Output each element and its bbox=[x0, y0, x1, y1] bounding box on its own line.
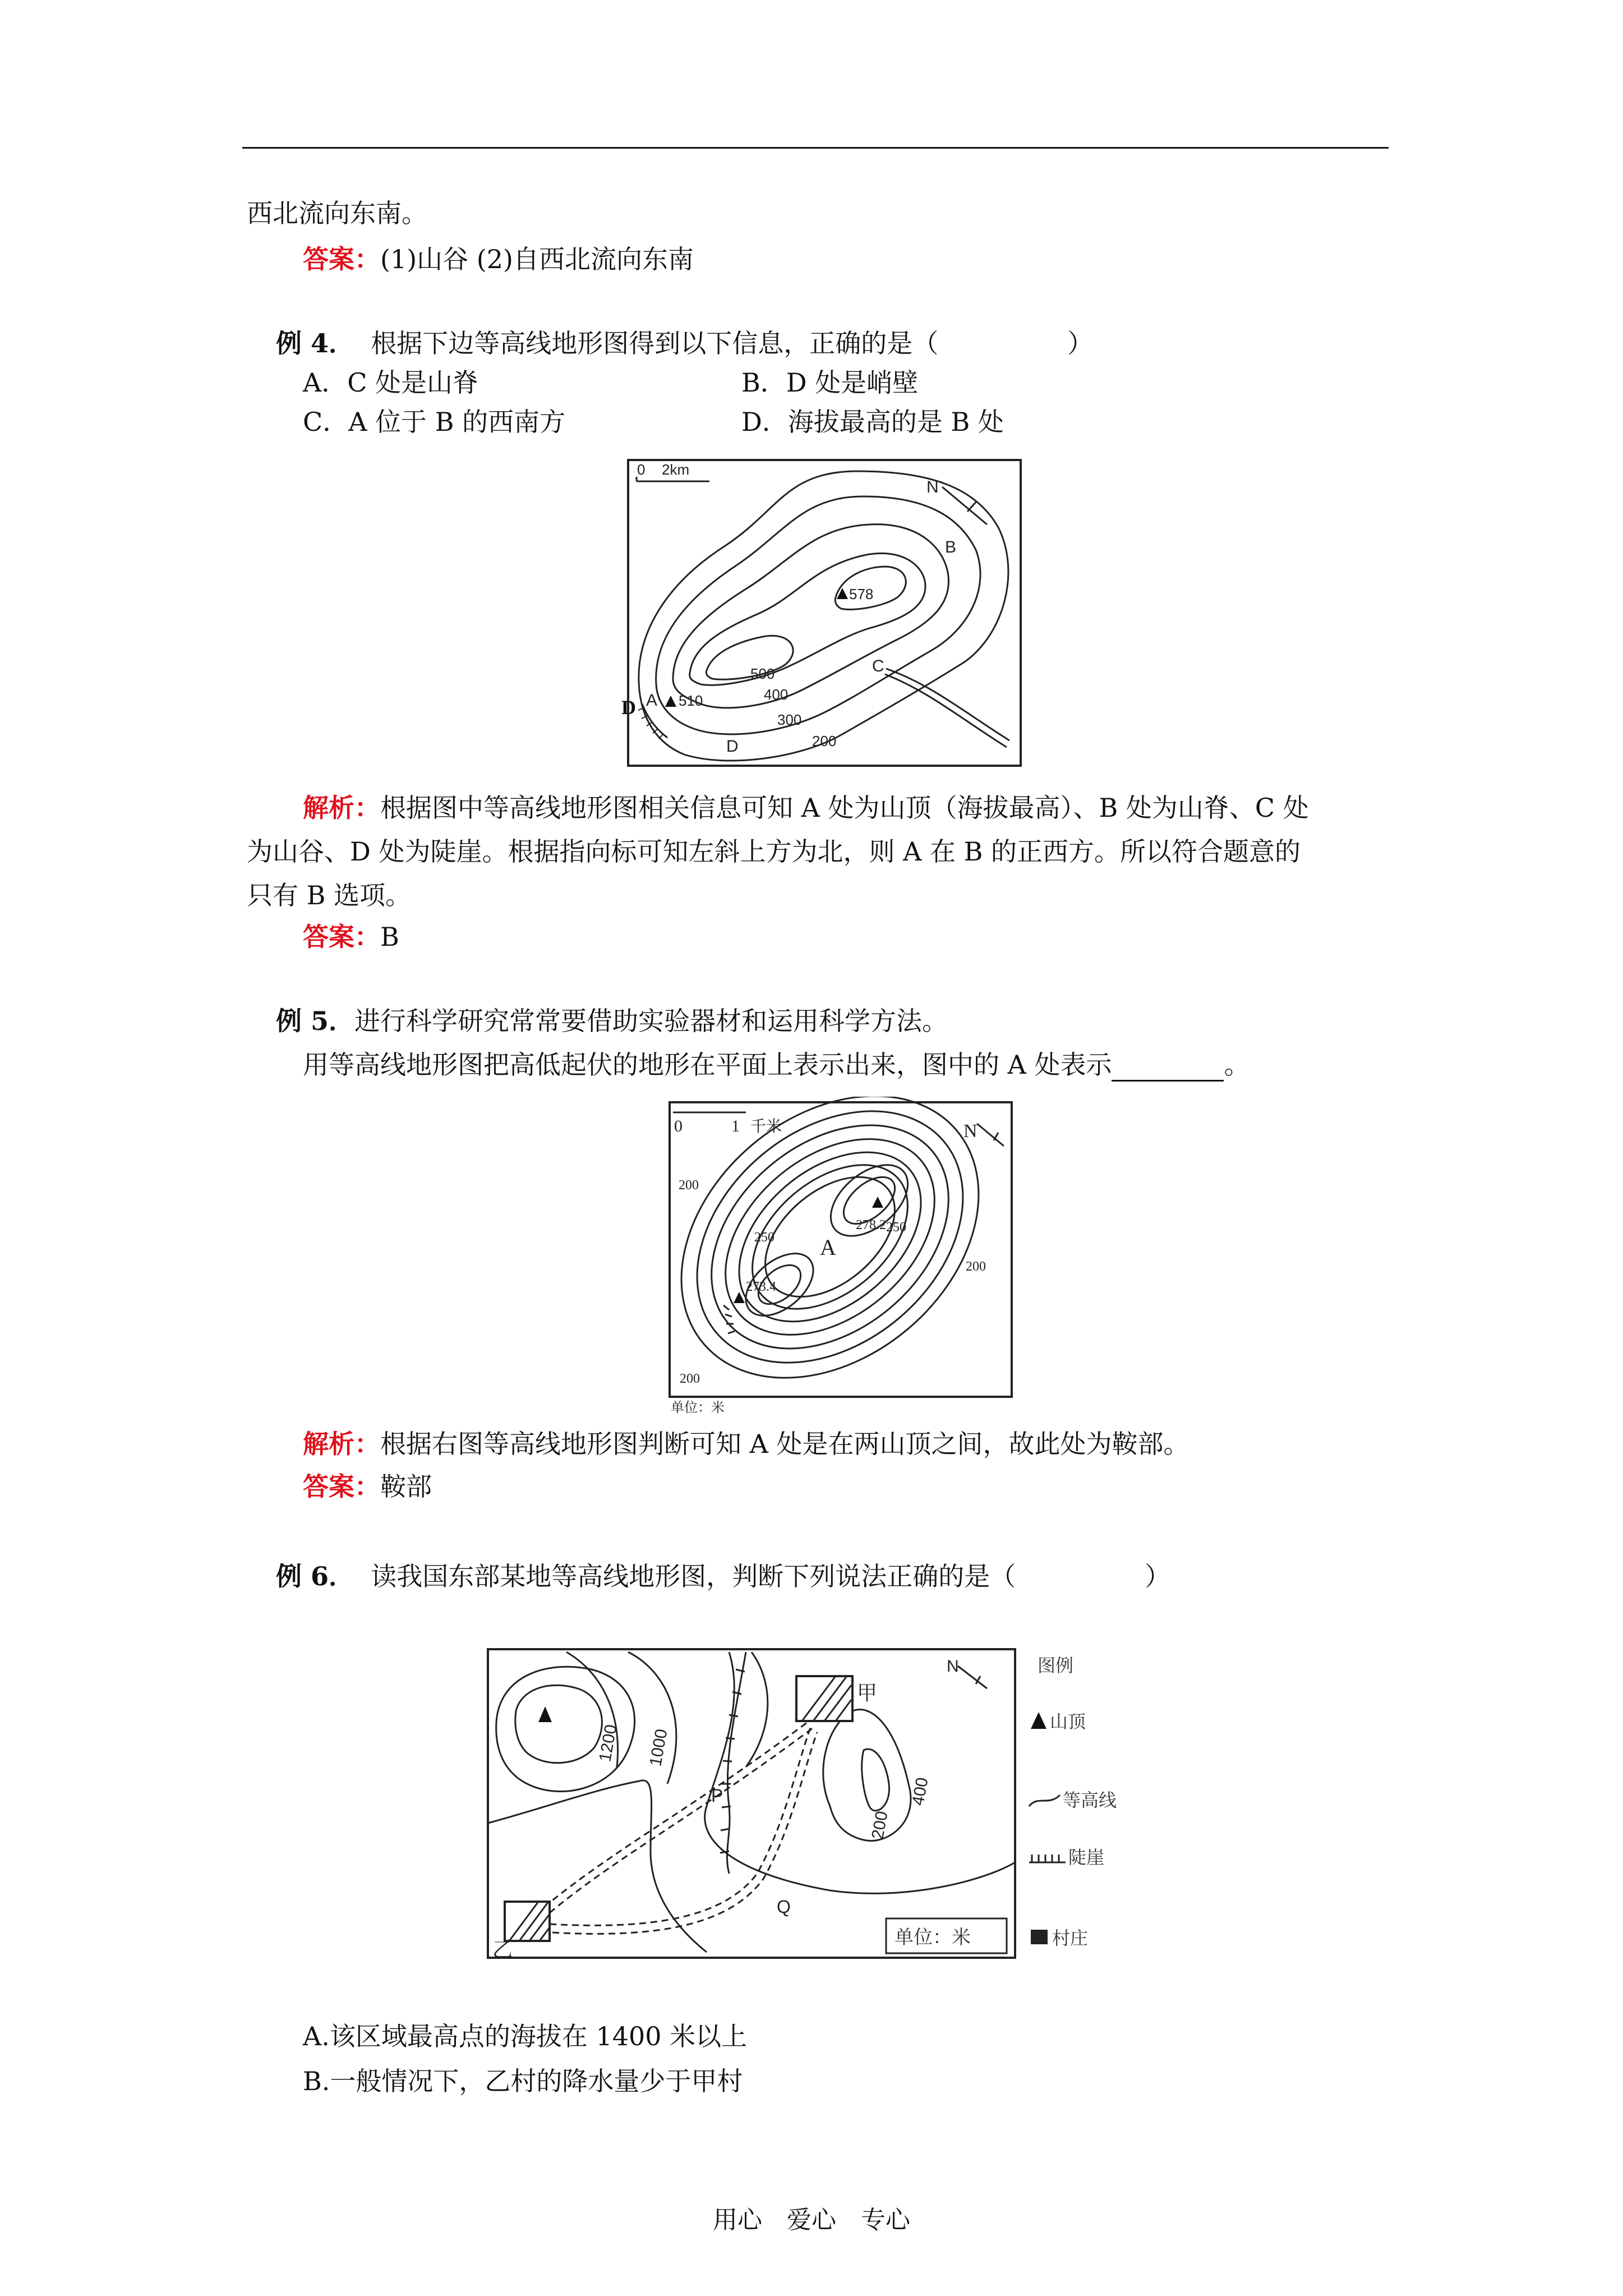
legend-cliff-icon bbox=[1029, 1855, 1066, 1862]
ex6-question-text: 读我国东部某地等高线地形图，判断下列说法正确的是（ ） bbox=[371, 1561, 1171, 1591]
peak-1-elev: 278.2 bbox=[856, 1218, 886, 1232]
unit-label: 单位：米 bbox=[895, 1927, 971, 1948]
analysis-text: 根据图中等高线地形图相关信息可知 A 处为山顶（海拔最高）、B 处为山脊、C 处 bbox=[380, 793, 1309, 823]
contour-200: 200 bbox=[868, 1810, 892, 1841]
answer-blank bbox=[1112, 1055, 1224, 1082]
peak-a-icon bbox=[665, 696, 676, 707]
page-footer bbox=[0, 2205, 1623, 2236]
footer-item: 用心 bbox=[713, 2206, 762, 2234]
contour-300: 300 bbox=[777, 711, 802, 728]
point-p: P bbox=[711, 1786, 723, 1806]
legend-village: 村庄 bbox=[1052, 1928, 1089, 1948]
village-yi-label: 乙 bbox=[492, 1939, 513, 1961]
answer-text: B bbox=[380, 922, 399, 952]
scale-label: 2km bbox=[662, 461, 690, 478]
north-arrow-icon bbox=[977, 1124, 1004, 1146]
analysis-text: 根据右图等高线地形图判断可知 A 处是在两山顶之间，故此处为鞍部。 bbox=[380, 1429, 1189, 1459]
point-d-left: D bbox=[621, 696, 636, 719]
ex4-option-a: A．C 处是山脊 bbox=[303, 367, 479, 398]
ex5-question-text: 用等高线地形图把高低起伏的地形在平面上表示出来，图中的 A 处表示 bbox=[303, 1050, 1112, 1080]
north-label: N bbox=[963, 1121, 978, 1142]
ex4-contour-map bbox=[617, 449, 1032, 780]
point-q: Q bbox=[777, 1897, 791, 1917]
ex4-analysis-line2: 为山谷、D 处为陡崖。根据指向标可知左斜上方为北，则 A 在 B 的正西方。所以符合题意的 bbox=[247, 836, 1301, 867]
peak-b-elev: 578 bbox=[849, 586, 874, 602]
ex6-label: 例 6． bbox=[276, 1561, 355, 1591]
ex5-question-end: 。 bbox=[1224, 1050, 1250, 1080]
contour-400: 400 bbox=[909, 1776, 932, 1807]
contour-200-right: 200 bbox=[966, 1259, 986, 1274]
ex5-intro bbox=[276, 1004, 948, 1038]
unit-label: 单位：米 bbox=[671, 1401, 725, 1415]
contour-500: 500 bbox=[750, 665, 775, 682]
answer-label: 答案： bbox=[303, 244, 380, 274]
ex6-option-a: A.该区域最高点的海拔在 1400 米以上 bbox=[303, 2021, 748, 2051]
analysis-label: 解析： bbox=[303, 793, 380, 823]
contour-250-right: 250 bbox=[886, 1220, 906, 1235]
contour-200-bottom: 200 bbox=[680, 1372, 700, 1386]
ex4-option-b: B．D 处是峭壁 bbox=[741, 367, 919, 398]
analysis-label: 解析： bbox=[303, 1429, 380, 1459]
legend-peak: 山顶 bbox=[1050, 1711, 1086, 1732]
legend-contour-icon bbox=[1029, 1795, 1060, 1806]
ex4-label: 例 4． bbox=[276, 328, 355, 358]
legend-cliff: 陡崖 bbox=[1068, 1847, 1105, 1867]
village-jia-label: 甲 bbox=[857, 1682, 878, 1704]
ex5-intro-text: 进行科学研究常常要借助实验器材和运用科学方法。 bbox=[354, 1006, 948, 1036]
footer-item: 专心 bbox=[861, 2206, 910, 2234]
legend-peak-icon bbox=[1031, 1712, 1046, 1729]
ex4-option-d: D．海拔最高的是 B 处 bbox=[741, 407, 1004, 437]
ex4-analysis-line3: 只有 B 选项。 bbox=[247, 880, 412, 910]
ex5-answer bbox=[303, 1470, 432, 1503]
north-label: N bbox=[926, 478, 939, 496]
north-label: N bbox=[947, 1657, 959, 1676]
legend-title: 图例 bbox=[1038, 1655, 1074, 1676]
point-b: B bbox=[945, 538, 957, 556]
ex5-label: 例 5． bbox=[276, 1006, 355, 1036]
peak-a-elev: 510 bbox=[679, 692, 703, 709]
scale-zero: 0 bbox=[674, 1117, 683, 1135]
scale-zero: 0 bbox=[637, 461, 645, 478]
contour-200-topleft: 200 bbox=[679, 1178, 699, 1193]
point-c: C bbox=[872, 657, 884, 675]
scale-unit: 千米 bbox=[750, 1118, 782, 1135]
prev-continuation: 西北流向东南。 bbox=[247, 198, 427, 228]
contour-1000: 1000 bbox=[646, 1727, 671, 1768]
answer-label: 答案： bbox=[303, 1471, 380, 1502]
ex5-question bbox=[303, 1048, 1249, 1082]
prev-answer bbox=[303, 242, 694, 276]
ex6-option-b: B.一般情况下，乙村的降水量少于甲村 bbox=[303, 2066, 743, 2096]
contour-400: 400 bbox=[764, 686, 789, 703]
contour-250-left: 250 bbox=[754, 1230, 774, 1245]
village-jia-icon bbox=[796, 1676, 852, 1721]
footer-item: 爱心 bbox=[787, 2206, 836, 2234]
ex4-question bbox=[276, 326, 1093, 360]
ex4-analysis-line1 bbox=[303, 791, 1309, 825]
village-yi-icon bbox=[505, 1902, 550, 1941]
answer-text: (1)山谷 (2)自西北流向东南 bbox=[380, 244, 694, 274]
header-rule bbox=[242, 147, 1389, 149]
north-arrow-icon bbox=[958, 1666, 987, 1688]
peak-2-elev: 273.4 bbox=[746, 1280, 776, 1294]
ex4-option-c: C．A 位于 B 的西南方 bbox=[303, 407, 566, 437]
ex4-question-text: 根据下边等高线地形图得到以下信息，正确的是（ ） bbox=[371, 328, 1094, 358]
ex5-analysis bbox=[303, 1427, 1189, 1461]
legend-contour: 等高线 bbox=[1063, 1790, 1117, 1810]
point-a: A bbox=[820, 1235, 836, 1260]
scale-one: 1 bbox=[731, 1117, 740, 1135]
point-a: A bbox=[646, 691, 658, 710]
ex6-contour-map bbox=[482, 1638, 1133, 1975]
contour-1200: 1200 bbox=[596, 1723, 621, 1764]
ex5-contour-map bbox=[662, 1097, 1021, 1416]
ex6-question bbox=[276, 1559, 1170, 1593]
answer-text: 鞍部 bbox=[380, 1471, 432, 1502]
ex4-answer bbox=[303, 920, 399, 954]
point-d-lower: D bbox=[726, 737, 739, 756]
contour-200: 200 bbox=[812, 733, 837, 749]
answer-label: 答案： bbox=[303, 922, 380, 952]
peak-icon bbox=[538, 1706, 552, 1722]
legend-village-icon bbox=[1031, 1930, 1048, 1944]
peak-1-icon bbox=[872, 1197, 883, 1208]
